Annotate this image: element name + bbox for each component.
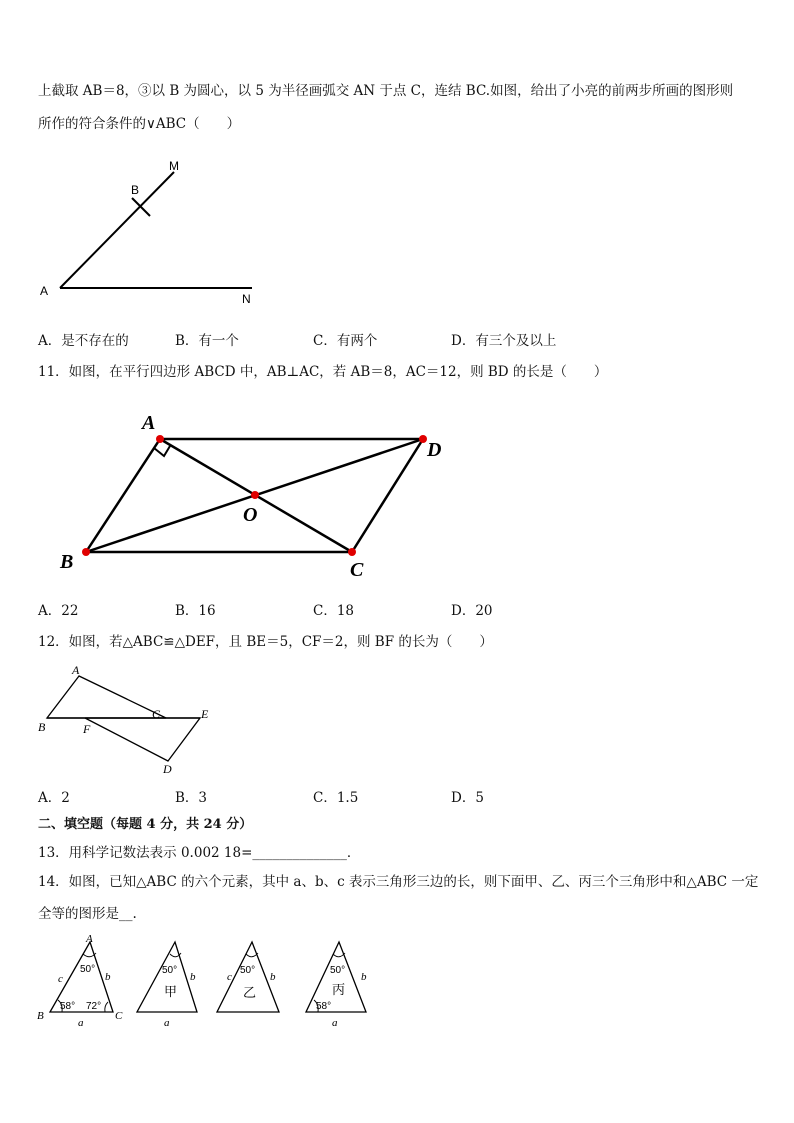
label-d: D (427, 439, 442, 461)
triangle-name: 甲 (164, 984, 178, 999)
side-a: a (164, 1017, 170, 1029)
angle-label: 50° (240, 965, 256, 976)
point-c (348, 548, 356, 556)
triangle-abc (37, 933, 123, 1029)
angle-label-2: 58° (316, 1001, 332, 1012)
label-n: N (242, 292, 251, 306)
q10-option-a: A．是不存在的 (38, 333, 129, 349)
q14-text-line2: 全等的图形是__. (38, 906, 137, 922)
q12-figure (30, 660, 230, 780)
label-a: A (72, 663, 80, 677)
label-a: A (142, 412, 156, 434)
side-b: b (190, 971, 196, 983)
q10-option-d: D．有三个及以上 (451, 333, 557, 349)
label-c: C (152, 707, 161, 721)
point-d (419, 435, 427, 443)
label-a: A (40, 284, 49, 298)
side-c: c (58, 973, 63, 985)
q11-figure (50, 405, 460, 585)
angle-a: 50° (80, 964, 96, 975)
angle-label-1: 50° (330, 965, 346, 976)
triangle-jia (137, 942, 197, 1029)
q10-figure (30, 150, 270, 310)
q13-text: 13．用科学记数法表示 0.002 18=______________． (38, 845, 361, 861)
triangle-name: 丙 (332, 982, 346, 997)
q11-option-c: C．18 (313, 603, 355, 619)
ray-am (60, 172, 174, 288)
triangle-yi (217, 942, 279, 1012)
label-c: C (350, 559, 364, 581)
point-a (156, 435, 164, 443)
side-c: c (227, 971, 232, 983)
q12-option-b: B．3 (175, 790, 208, 806)
side-b: b (361, 971, 367, 983)
q12-text: 12．如图，若△ABC≌△DEF，且 BE＝5，CF＝2，则 BF 的长为（ ） (38, 634, 493, 650)
side-a: a (332, 1017, 338, 1029)
q11-text: 11．如图，在平行四边形 ABCD 中，AB⊥AC，若 AB＝8，AC＝12，则 BD 的长是（ ） (38, 364, 608, 380)
point-o (251, 491, 259, 499)
label-o: O (243, 504, 258, 526)
angle-b: 58° (60, 1001, 76, 1012)
angle-label: 50° (162, 965, 178, 976)
label-d: D (163, 762, 172, 776)
q10-option-c: C．有两个 (313, 333, 378, 349)
triangle-bing (306, 942, 367, 1029)
q11-option-d: D．20 (451, 603, 493, 619)
q12-option-c: C．1.5 (313, 790, 359, 806)
q10-option-b: B．有一个 (175, 333, 239, 349)
q10-text-line2: 所作的符合条件的∨ABC（ ） (38, 116, 241, 132)
label-a: A (86, 933, 93, 945)
q12-option-d: D．5 (451, 790, 484, 806)
side-b: b (270, 971, 276, 983)
q11-option-a: A．22 (38, 603, 79, 619)
triangle-abc (47, 676, 166, 718)
side-a: a (78, 1017, 84, 1029)
label-f: F (83, 722, 91, 736)
point-b (82, 548, 90, 556)
triangle-name: 乙 (243, 985, 257, 1000)
side-b: b (105, 971, 111, 983)
triangle-def (85, 718, 200, 761)
label-b: B (60, 551, 74, 573)
label-c: C (115, 1010, 123, 1022)
label-e: E (201, 707, 209, 721)
q11-option-b: B．16 (175, 603, 216, 619)
q10-text-line1: 上截取 AB＝8，③以 B 为圆心，以 5 为半径画弧交 AN 于点 C，连结 BC.如图，给出了小亮的前两步所画的图形则 (38, 83, 734, 99)
label-b: B (38, 720, 46, 734)
label-b: B (131, 183, 140, 197)
label-b: B (37, 1010, 44, 1022)
q12-option-a: A．2 (38, 790, 70, 806)
label-m: M (169, 159, 179, 173)
q14-figure (30, 930, 380, 1030)
right-angle-mark (154, 446, 170, 456)
angle-c: 72° (86, 1001, 102, 1012)
section-title: 二、填空题（每题 4 分，共 24 分） (38, 817, 253, 832)
q14-text-line1: 14．如图，已知△ABC 的六个元素，其中 a、b、c 表示三角形三边的长，则下面甲、乙、丙三个三角形中和△ABC 一定 (38, 874, 759, 890)
